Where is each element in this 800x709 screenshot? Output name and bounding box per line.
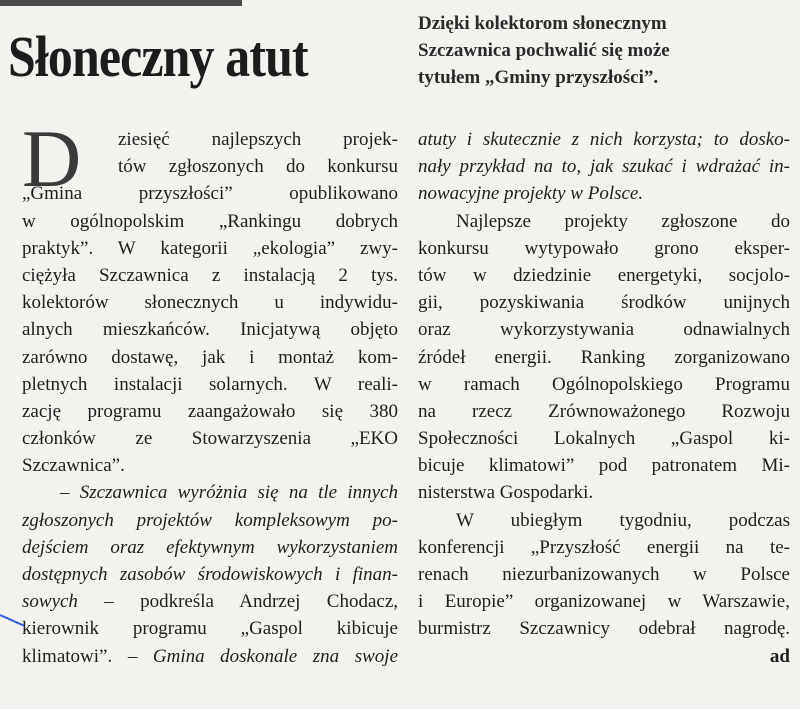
text-line: członków ze Stowarzyszenia „EKO	[22, 428, 398, 450]
text-line: w ramach Ogólnopolskiego Programu	[418, 373, 790, 395]
text-line: – Szczawnica wyróżnia się na tle innych	[60, 482, 398, 504]
text-line: konferencji „Przyszłość energii na te-	[418, 536, 790, 558]
text-line: dejściem oraz efektywnym wykorzystaniem	[22, 536, 398, 558]
text-line: konkursu wytypowało grono eksper-	[418, 237, 790, 259]
text-line: kolektorów słonecznych u indywidu-	[22, 292, 398, 314]
text-line: nowacyjne projekty w Polsce.	[418, 183, 644, 205]
text-line: zarówno dostawę, jak i montaż kom-	[22, 346, 398, 368]
text-line: atuty i skutecznie z nich korzysta; to dosko-	[418, 129, 790, 150]
lead-line: Dzięki kolektorom słonecznym	[418, 13, 667, 34]
text-line: zgłoszonych projektów kompleksowym po-	[22, 509, 398, 531]
pen-mark	[0, 614, 24, 626]
text-line: W ubiegłym tygodniu, podczas	[456, 509, 790, 531]
text-line: ad	[769, 645, 790, 667]
text-line: oraz wykorzystywania odnawialnych	[418, 319, 790, 341]
text-line: nisterstwa Gospodarki.	[418, 482, 594, 504]
header-rule	[0, 0, 242, 6]
text-line	[22, 643, 398, 670]
text-line: Najlepsze projekty zgłoszone do	[456, 210, 790, 232]
text-line: ciężyła Szczawnica z instalacją 2 tys.	[22, 264, 398, 286]
text-line	[22, 588, 398, 615]
left-column	[22, 126, 398, 670]
text-line: alnych mieszkańców. Inicjatywą objęto	[22, 319, 398, 341]
text-line: w ogólnopolskim „Rankingu dobrych	[22, 210, 398, 232]
text-fragment: klimatowi”.	[22, 645, 128, 667]
text-line: dostępnych zasobów środowiskowych i finan-	[22, 564, 398, 585]
text-line: ziesięć najlepszych projek-	[118, 129, 398, 150]
text-line: zację programu zaangażowało się 380	[22, 400, 398, 422]
text-line: pletnych instalacji solarnych. W reali-	[22, 373, 398, 395]
text-fragment: – podkreśla Andrzej Chodacz,	[77, 591, 398, 613]
text-line: tów zgłoszonych do konkursu	[118, 156, 398, 178]
quote-fragment: sowych	[22, 591, 78, 613]
text-line: gii, pozyskiwania środków unijnych	[418, 292, 790, 314]
right-column	[418, 126, 790, 670]
text-line: renach niezurbanizowanych w Polsce	[418, 564, 790, 585]
text-line: kierownik programu „Gaspol kibicuje	[22, 618, 398, 640]
article-lead	[418, 10, 798, 91]
text-line: „Gmina przyszłości” opublikowano	[22, 183, 398, 205]
text-line: źródeł energii. Ranking zorganizowano	[418, 346, 790, 368]
text-line: tów w dziedzinie energetyki, socjolo-	[418, 264, 790, 286]
text-line: praktyk”. W kategorii „ekologia” zwy-	[22, 237, 398, 259]
drop-cap: D	[22, 113, 82, 204]
text-line: Społeczności Lokalnych „Gaspol ki-	[418, 428, 790, 450]
article-headline: Słoneczny atut	[8, 24, 308, 89]
text-line: i Europie” organizowanej w Warszawie,	[418, 591, 790, 613]
quote-fragment: – Gmina doskonale zna swoje	[127, 645, 399, 667]
lead-line: tytułem „Gminy przyszłości”.	[418, 67, 659, 88]
lead-line: Szczawnica pochwalić się może	[418, 40, 670, 61]
text-line: bicuje klimatowi” pod patronatem Mi-	[418, 455, 790, 477]
text-line: nały przykład na to, jak szukać i wdrażać in-	[418, 156, 790, 178]
text-line: Szczawnica”.	[22, 455, 125, 477]
text-line: burmistrz Szczawnicy odebrał nagrodę.	[418, 618, 790, 640]
text-line: na rzecz Zrównoważonego Rozwoju	[418, 400, 790, 422]
